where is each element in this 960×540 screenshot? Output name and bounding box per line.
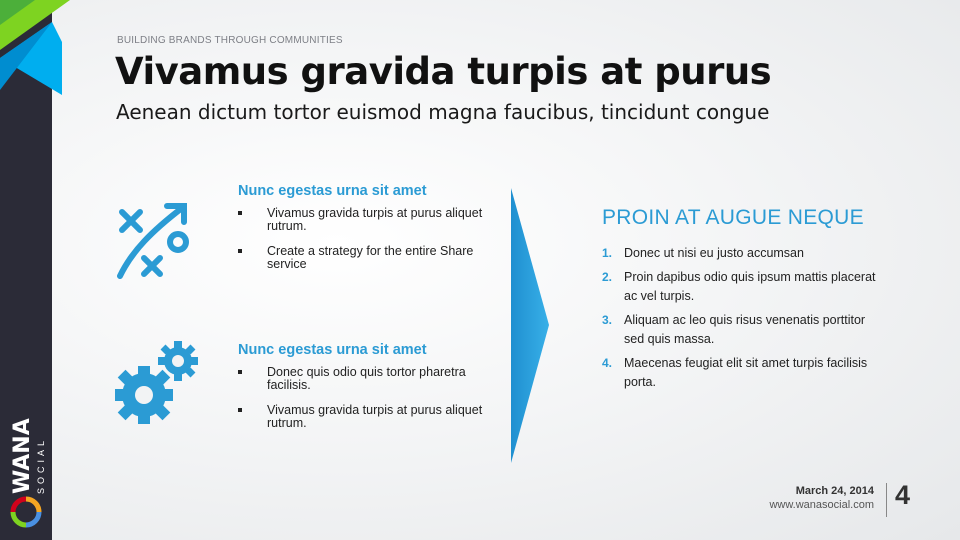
eyebrow-text: BUILDING BRANDS THROUGH COMMUNITIES bbox=[117, 35, 343, 46]
logo-wordmark: WANA bbox=[10, 418, 35, 494]
list-item bbox=[602, 244, 882, 263]
list-item-text: Donec ut nisi eu justo accumsan bbox=[624, 246, 804, 260]
bullet-icon bbox=[238, 370, 242, 374]
bullet-icon bbox=[238, 249, 242, 253]
feature-block-1 bbox=[238, 183, 488, 283]
list-item bbox=[238, 245, 488, 271]
list-number: 1. bbox=[602, 246, 613, 260]
list-item-text: Create a strategy for the entire Share service bbox=[267, 244, 474, 271]
strategy-icon bbox=[112, 196, 198, 284]
list-item-text: Maecenas feugiat elit sit amet turpis facilisis porta. bbox=[624, 356, 868, 389]
list-item bbox=[238, 366, 488, 392]
numbered-list bbox=[602, 244, 882, 397]
list-item bbox=[238, 207, 488, 233]
page-title: Vivamus gravida turpis at purus bbox=[115, 50, 772, 93]
feature-heading: Nunc egestas urna sit amet bbox=[238, 342, 427, 358]
chevron-arrow bbox=[511, 188, 549, 463]
feature-bullets bbox=[238, 207, 488, 271]
feature-bullets bbox=[238, 366, 488, 430]
list-item-text: Vivamus gravida turpis at purus aliquet rutrum. bbox=[267, 403, 483, 430]
footer-divider bbox=[886, 483, 887, 517]
wana-social-logo bbox=[4, 400, 48, 530]
footer-date: March 24, 2014 bbox=[795, 485, 874, 497]
list-item-text: Aliquam ac leo quis risus venenatis porttitor sed quis massa. bbox=[624, 313, 866, 346]
list-item bbox=[602, 268, 882, 306]
page-number: 4 bbox=[895, 480, 911, 510]
footer-url[interactable]: www.wanasocial.com bbox=[769, 499, 874, 511]
logo-ring-icon bbox=[10, 496, 42, 528]
list-item-text: Proin dapibus odio quis ipsum mattis placerat ac vel turpis. bbox=[624, 270, 876, 303]
list-item bbox=[602, 311, 882, 349]
list-item bbox=[238, 404, 488, 430]
list-number: 4. bbox=[602, 356, 613, 370]
list-item bbox=[602, 354, 882, 392]
bullet-icon bbox=[238, 408, 242, 412]
right-panel-title: PROIN AT AUGUE NEQUE bbox=[602, 206, 864, 229]
corner-decoration bbox=[0, 0, 70, 95]
gears-icon bbox=[112, 337, 204, 429]
logo-subtext: SOCIAL bbox=[36, 436, 46, 494]
list-number: 2. bbox=[602, 270, 613, 284]
bullet-icon bbox=[238, 211, 242, 215]
feature-heading: Nunc egestas urna sit amet bbox=[238, 183, 427, 199]
list-item-text: Donec quis odio quis tortor pharetra facilisis. bbox=[267, 365, 466, 392]
list-item-text: Vivamus gravida turpis at purus aliquet rutrum. bbox=[267, 206, 483, 233]
list-number: 3. bbox=[602, 313, 613, 327]
page-subtitle: Aenean dictum tortor euismod magna faucibus, tincidunt congue bbox=[116, 100, 770, 124]
feature-block-2 bbox=[238, 342, 488, 442]
